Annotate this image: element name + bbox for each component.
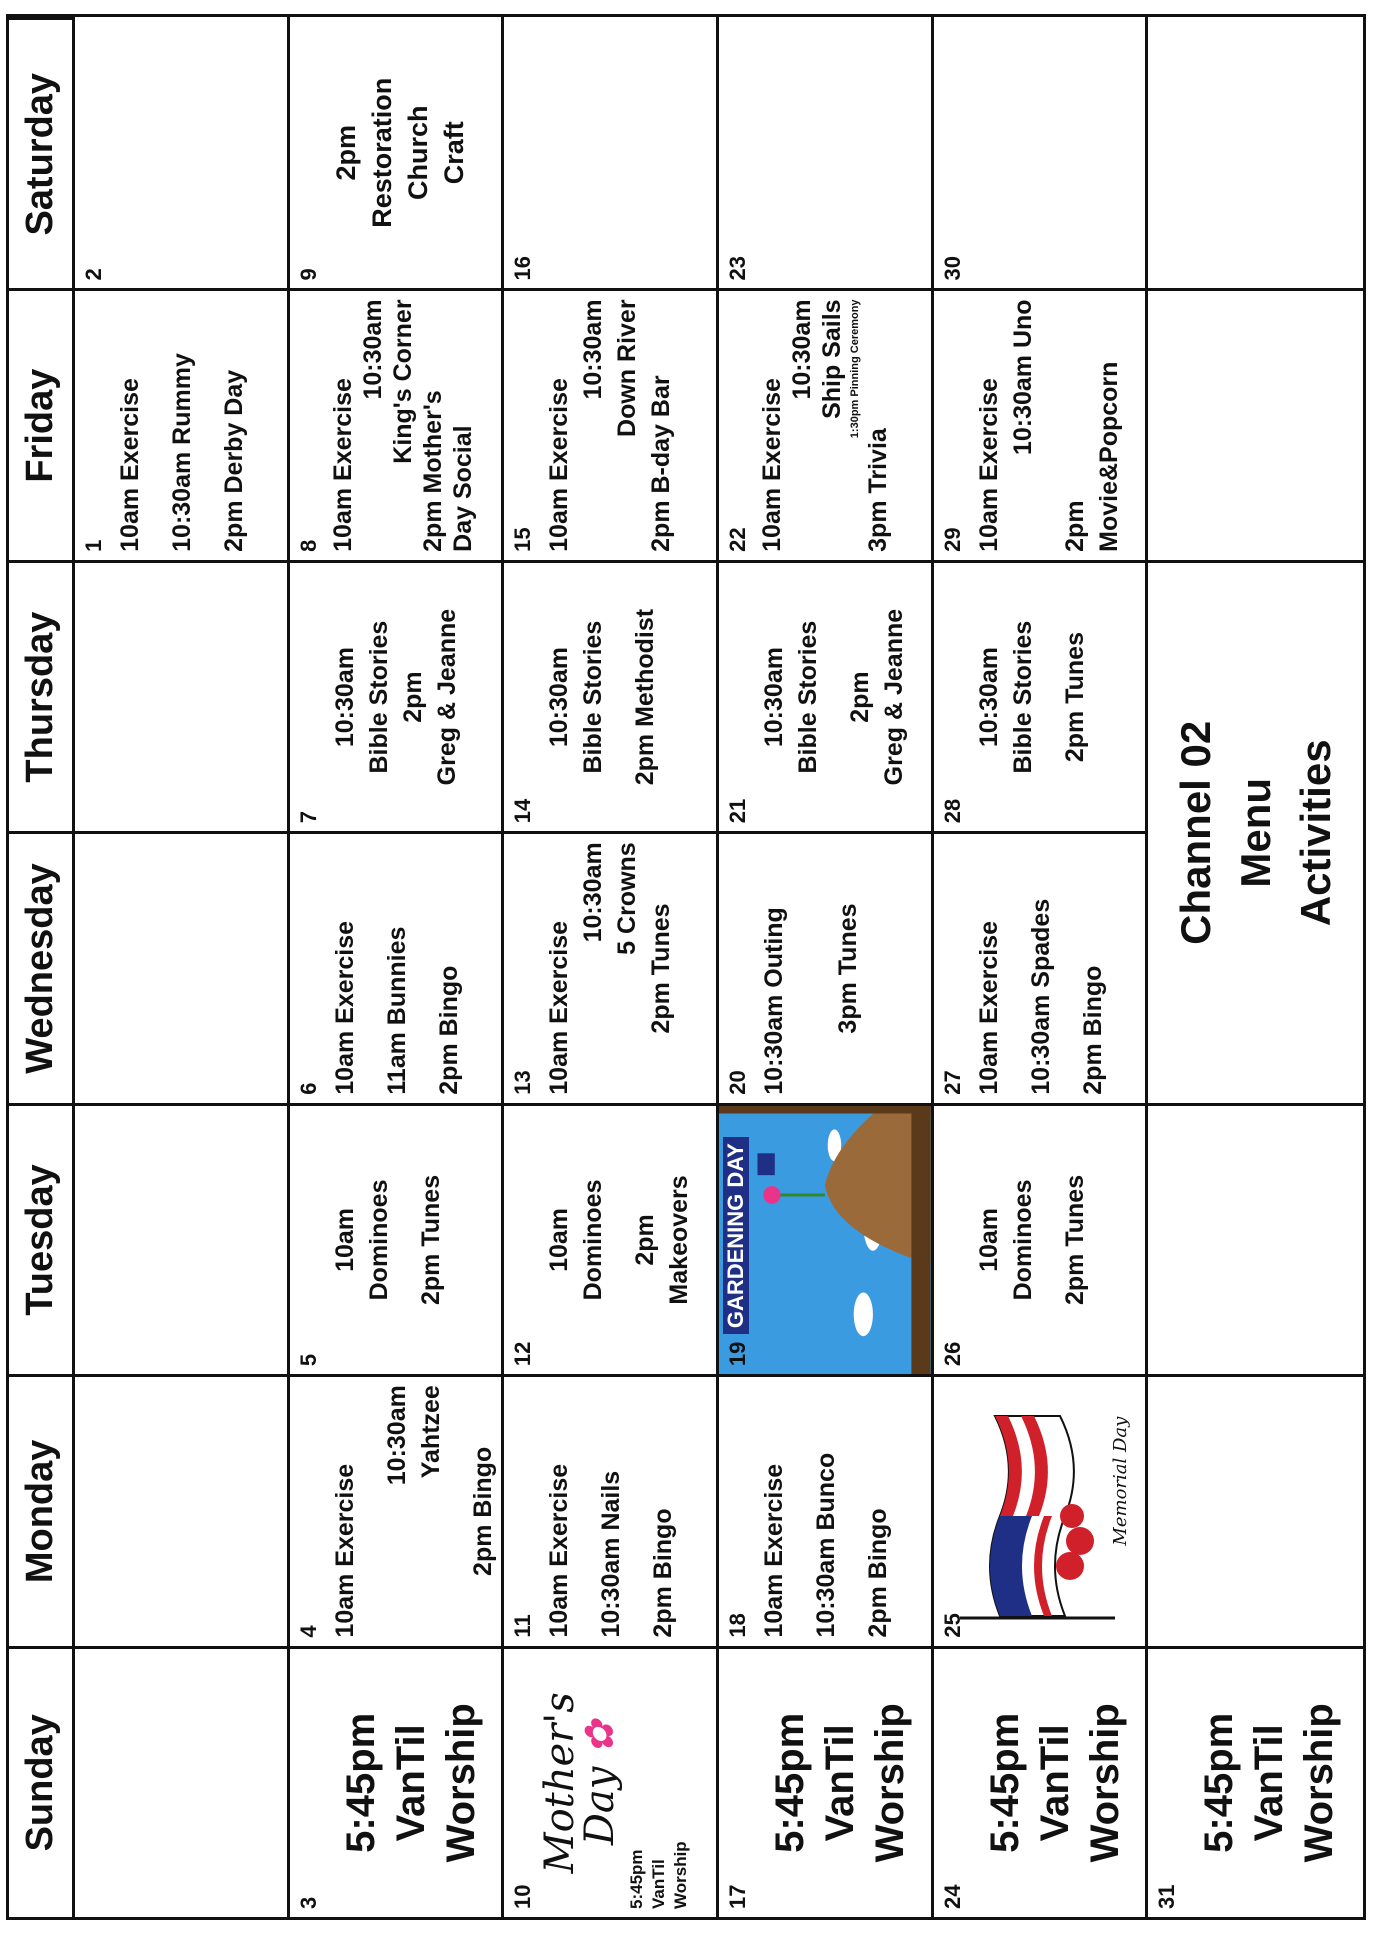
- gardening-day-image: [719, 1106, 931, 1374]
- service-type: Worship: [671, 1841, 691, 1909]
- day-number: 10: [510, 1884, 536, 1909]
- day-cell-22: [719, 288, 934, 559]
- day-cell-27: [934, 831, 1149, 1102]
- event-text: 10am Exercise: [758, 378, 786, 552]
- day-number: 14: [510, 798, 536, 824]
- day-cell-30: [934, 17, 1149, 288]
- event-text: 2pm Bingo: [1078, 965, 1107, 1095]
- event-text: 10:30am: [358, 299, 387, 400]
- day-number: 21: [725, 798, 750, 824]
- service-time: 5:45pm: [982, 1712, 1027, 1853]
- event-text: 10:30am: [382, 1385, 411, 1486]
- day-number: 3: [295, 1896, 321, 1909]
- service-type: Worship: [1082, 1703, 1127, 1863]
- event-text: Down River: [613, 299, 642, 437]
- day-cell-6: [290, 831, 505, 1102]
- service-name: VanTil: [1032, 1724, 1077, 1842]
- day-cell-empty: [1148, 17, 1363, 288]
- event-text: 10am: [330, 1207, 359, 1272]
- event-text: 10am Exercise: [545, 920, 574, 1095]
- day-cell-7: [290, 560, 505, 831]
- day-cell-8: [290, 288, 505, 559]
- gardening-scene-icon: [719, 1106, 931, 1374]
- event-text: 10:30am Spades: [1026, 898, 1055, 1095]
- day-number: 18: [725, 1613, 750, 1638]
- day-number: 2: [81, 268, 106, 281]
- service-name: VanTil: [649, 1859, 669, 1909]
- event-text: 10:30am: [974, 647, 1003, 748]
- event-text: 2pm Tunes: [1060, 1174, 1089, 1305]
- service-time: 5:45pm: [1197, 1712, 1242, 1853]
- event-text: Church: [402, 105, 433, 200]
- day-cell-empty: [1148, 1374, 1363, 1645]
- event-text: 3pm Tunes: [834, 903, 862, 1034]
- event-text: Bible Stories: [1008, 620, 1037, 774]
- day-cell-19: [719, 1103, 934, 1374]
- channel-info: [1148, 560, 1363, 1103]
- day-cell-empty: [75, 1103, 290, 1374]
- event-text: Restoration: [366, 77, 397, 228]
- event-text: Yahtzee: [416, 1385, 445, 1479]
- event-text: Dominoes: [1008, 1179, 1037, 1301]
- mothers-day-logo-text: Mother's Day: [537, 1692, 624, 1874]
- event-text: 10:30am Nails: [597, 1470, 626, 1638]
- event-text: Bible Stories: [579, 620, 608, 774]
- event-text: 2pm Derby Day: [220, 369, 248, 552]
- day-number: 9: [295, 268, 321, 281]
- event-text: 10:30am: [545, 647, 574, 748]
- event-text: Movie&Popcorn: [1094, 361, 1123, 552]
- day-cell-1: [75, 288, 290, 559]
- event-text: 2pm: [398, 671, 427, 723]
- day-number: 29: [939, 527, 965, 552]
- day-cell-empty: [75, 1646, 290, 1917]
- weekday-header-monday: Monday: [9, 1374, 75, 1645]
- gardening-day-label: GARDENING DAY: [723, 1137, 749, 1334]
- day-cell-26: [934, 1103, 1149, 1374]
- event-text: 10:30am Bunco: [812, 1452, 840, 1638]
- day-number: 11: [510, 1614, 536, 1638]
- day-cell-2: [75, 17, 290, 288]
- event-text: 10am Exercise: [330, 920, 359, 1095]
- day-number: 24: [939, 1884, 965, 1909]
- calendar-grid: [6, 14, 1366, 1920]
- day-number: 26: [939, 1341, 965, 1367]
- event-text: 10am Exercise: [974, 920, 1003, 1095]
- service-name: VanTil: [388, 1724, 433, 1842]
- day-number: 30: [939, 255, 965, 281]
- day-cell-25: [934, 1374, 1149, 1645]
- day-cell-24: [934, 1646, 1149, 1917]
- memorial-day-label: Memorial Day: [1110, 1416, 1132, 1546]
- service-type: Worship: [1297, 1703, 1342, 1863]
- day-number: 25: [939, 1613, 965, 1638]
- service-type: Worship: [438, 1703, 483, 1863]
- day-number: 7: [295, 811, 321, 824]
- event-text: 10am Exercise: [545, 1463, 574, 1638]
- event-text: 10:30am: [579, 299, 608, 400]
- event-text: 10:30am: [760, 647, 788, 748]
- day-cell-3: [290, 1646, 505, 1917]
- day-cell-10: [504, 1646, 719, 1917]
- event-text: 3pm Trivia: [864, 428, 892, 552]
- day-number: 16: [510, 255, 536, 281]
- mothers-day-logo: [537, 1657, 624, 1909]
- service-name: VanTil: [1247, 1724, 1292, 1842]
- event-text: King's Corner: [388, 299, 417, 464]
- event-text: 2pm Mother's: [418, 390, 447, 552]
- event-text: 10am Exercise: [116, 378, 144, 552]
- event-text: 10:30am: [579, 842, 608, 943]
- day-number: 5: [295, 1353, 321, 1367]
- weekday-header-sunday: Sunday: [9, 1646, 75, 1917]
- event-text: 10:30am: [788, 299, 816, 400]
- day-cell-empty: [75, 560, 290, 831]
- event-text: Ship Sails: [818, 299, 846, 419]
- event-text: Bible Stories: [364, 620, 393, 774]
- event-text: Dominoes: [364, 1179, 393, 1301]
- event-text: 2pm Tunes: [647, 903, 676, 1034]
- day-number: 20: [725, 1070, 750, 1095]
- event-text: 2pm Methodist: [631, 608, 660, 786]
- day-number: 1: [81, 539, 106, 552]
- service-time: 5:45pm: [338, 1712, 383, 1853]
- day-cell-4: [290, 1374, 505, 1645]
- day-cell-28: [934, 560, 1149, 831]
- day-cell-16: [504, 17, 719, 288]
- service-time: 5:45pm: [627, 1849, 647, 1909]
- event-text: 2pm Bingo: [649, 1508, 678, 1638]
- service-type: Worship: [868, 1703, 912, 1863]
- event-text: Makeovers: [665, 1175, 694, 1305]
- day-number: 27: [939, 1070, 965, 1095]
- event-text: 10am Exercise: [974, 378, 1003, 552]
- event-text: Day Social: [448, 425, 477, 552]
- day-number: 31: [1154, 1884, 1180, 1909]
- day-number: 8: [295, 539, 321, 552]
- day-number: 4: [295, 1625, 321, 1638]
- day-cell-empty: [75, 1374, 290, 1645]
- day-number: 6: [295, 1082, 321, 1095]
- event-text: 2pm: [631, 1214, 660, 1266]
- day-cell-5: [290, 1103, 505, 1374]
- event-text: 10:30am Rummy: [168, 353, 196, 552]
- weekday-header-friday: Friday: [9, 288, 75, 559]
- day-cell-20: [719, 831, 934, 1102]
- event-text: Dominoes: [579, 1179, 608, 1301]
- channel-number: Channel 02: [1171, 720, 1219, 945]
- event-text: Greg & Jeanne: [880, 608, 908, 786]
- event-text: 2pm Bingo: [864, 1508, 892, 1638]
- service-name: VanTil: [818, 1724, 862, 1842]
- event-text: 5 Crowns: [613, 842, 642, 955]
- event-text: 2pm Bingo: [434, 965, 463, 1095]
- event-text: 10am Exercise: [545, 378, 574, 552]
- event-text: 2pm: [1060, 500, 1089, 552]
- day-cell-9: [290, 17, 505, 288]
- day-number: 22: [725, 527, 750, 552]
- day-cell-empty: [1148, 1103, 1363, 1374]
- weekday-header-thursday: Thursday: [9, 560, 75, 831]
- day-cell-13: [504, 831, 719, 1102]
- day-cell-empty: [75, 831, 290, 1102]
- weekday-header-saturday: Saturday: [9, 17, 75, 288]
- day-cell-17: [719, 1646, 934, 1917]
- day-number: 19: [725, 1341, 750, 1367]
- day-number: 23: [725, 255, 750, 281]
- event-text: 2pm: [846, 671, 874, 723]
- event-text: Craft: [438, 121, 469, 185]
- memorial-day-flag-icon: [940, 1396, 1120, 1626]
- day-cell-21: [719, 560, 934, 831]
- day-cell-23: [719, 17, 934, 288]
- event-text: Bible Stories: [794, 620, 822, 774]
- event-text-small: 1:30pm Pinning Ceremony: [849, 299, 861, 439]
- day-cell-31: [1148, 1646, 1363, 1917]
- event-text: 10am Exercise: [330, 1463, 359, 1638]
- flower-icon: ✿: [577, 1720, 624, 1754]
- service-time: 5:45pm: [768, 1712, 812, 1853]
- channel-menu: Menu: [1231, 777, 1279, 888]
- event-text: 10am Exercise: [328, 378, 357, 552]
- event-text: 2pm Tunes: [1060, 632, 1089, 763]
- day-cell-18: [719, 1374, 934, 1645]
- event-text: 10am Exercise: [760, 1463, 788, 1638]
- day-cell-12: [504, 1103, 719, 1374]
- event-text: 10:30am Outing: [760, 907, 788, 1095]
- channel-activities: Activities: [1291, 739, 1339, 927]
- day-number: 12: [510, 1341, 536, 1367]
- event-text: 10:30am Uno: [1008, 299, 1037, 456]
- day-cell-29: [934, 288, 1149, 559]
- day-cell-14: [504, 560, 719, 831]
- event-text: 10am: [974, 1207, 1003, 1272]
- day-number: 17: [725, 1884, 750, 1909]
- day-number: 15: [510, 527, 536, 552]
- day-cell-11: [504, 1374, 719, 1645]
- day-cell-empty: [1148, 288, 1363, 559]
- day-cell-15: [504, 288, 719, 559]
- event-text: 2pm B-day Bar: [647, 375, 676, 552]
- event-text: 10:30am: [330, 647, 359, 748]
- weekday-header-tuesday: Tuesday: [9, 1103, 75, 1374]
- event-text: 2pm: [330, 124, 361, 181]
- event-text: Greg & Jeanne: [432, 608, 461, 786]
- event-text: 10am: [545, 1207, 574, 1272]
- event-text: 2pm Tunes: [416, 1174, 445, 1305]
- weekday-header-wednesday: Wednesday: [9, 831, 75, 1102]
- event-text: 2pm Bingo: [468, 1446, 497, 1576]
- event-text: 11am Bunnies: [382, 926, 411, 1095]
- day-number: 28: [939, 798, 965, 824]
- day-number: 13: [510, 1070, 536, 1095]
